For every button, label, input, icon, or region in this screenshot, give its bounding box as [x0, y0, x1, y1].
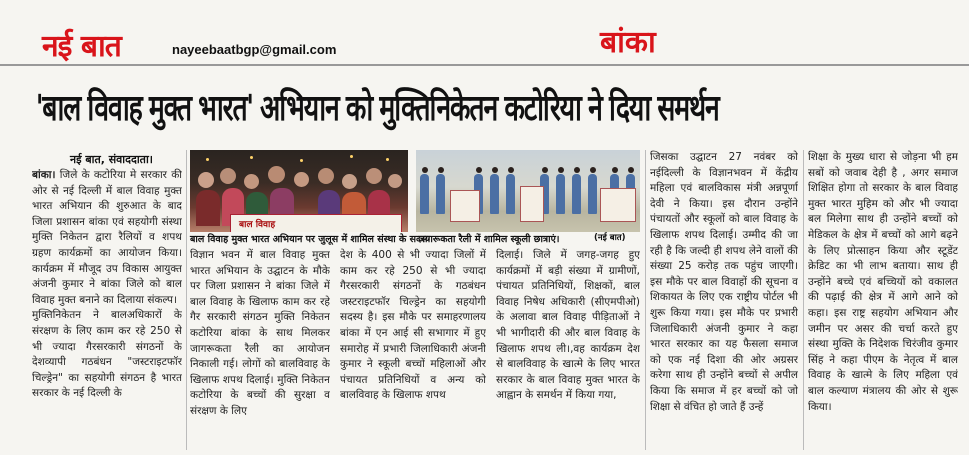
column-divider: [803, 150, 804, 450]
district-label: बांका: [600, 25, 656, 60]
placard: [600, 188, 636, 222]
rally-banner: [230, 214, 402, 232]
photo-caption: बाल विवाह मुक्त भारत अभियान पर जुलूस में शामिल संस्था के सदस्य: [190, 234, 431, 245]
newspaper-logo: नई बात: [42, 29, 121, 64]
photo-caption: जागरूकता रैली में शामिल स्कूली छात्राएं।: [418, 234, 560, 245]
contact-email: nayeebaatbgp@gmail.com: [172, 42, 337, 57]
paragraph: जिसका उद्घाटन 27 नवंबर को नईदिल्ली के विज्ञानभवन में केंद्रीय महिला एवं बालविकास मंत्री अन्नपूर्णा देवी ने किया। इस दौरान उन्होंने पंचायतों और स्कूलों को बाल विवाह के खिलाफ शपथ दिलाई। उम्मीद की जा रही है कि जल्दी ही शपथ लेने वालों की संख्या 25 करोड़ तक पहुंच जाएगी। इस मौके पर बाल विवाहों की सूचना व शिकायत के लिए एक राष्ट्रीय पोर्टल भी शुरू किया गया। इस मौके पर प्रभारी जिलाधिकारी अंजनी कुमार ने कहा भारत सरकार का यह फैसला समाज को एक नई दिशा की ओर अग्रसर करेगा साथ ही उन्होंने बच्चों से अपील किया कि समाज में हर बच्चों को जो शिक्षा से वंचित हो जाते हैं उन्हें: [650, 151, 798, 413]
lead-word: बांका।: [32, 169, 56, 181]
masthead: [0, 0, 969, 62]
placard: [450, 190, 480, 222]
paragraph: देश के 400 से भी ज्यादा जिलों में काम कर रहे 250 से भी ज्यादा गैरसरकारी संगठनों के गठबंधन जस्टराइटफॉर चिल्ड्रेन का सहयोगी सदस्य है। इस मौके पर समाहरणालय बांका में एन आई सी सभागार में हुए समारोह में प्रभारी जिलाधिकारी अंजनी कुमार ने स्कूली बच्चों महिलाओं और पंचायत प्रतिनिधियों व अन्य को बालविवाह के खिलाफ शपथ: [340, 249, 486, 402]
column-divider: [186, 150, 187, 450]
rally-photo: [190, 150, 408, 232]
paragraph: [32, 168, 182, 308]
placard: [520, 186, 544, 222]
masthead-divider: [0, 64, 969, 66]
paragraph: शिक्षा के मुख्य धारा से जोड़ना भी हम सबों को जवाब देही है , अगर समाज शिक्षित होगा तो सरकार के बाल विवाह मुक्त भारत मुहिम को और भी ज्यादा बल मिलेगा साथ ही उन्होंने बच्चों को मेडिकल के क्षेत्र में बच्चों को आगे बढ़ने के लिए प्रोत्साहन किया और स्टूडेंट क्रेडिट का भी लाभ बताया। साथ ही उन्होंने बच्चे एवं बच्चियों को वकालत की पढ़ाई की क्षेत्र में आगे आने को कहा। इस राष्ट्र सहयोग अभियान और जमीन पर असर की चर्चा करते हुए संस्था मुक्ति के निदेशक चिरंजीव कुमार सिंह ने कहा पीएम के नेतृत्व में बाल विवाह के खात्मे के लिए महिला एवं बाल कल्याण मंत्रालय की ओर से शुरू किया।: [808, 151, 958, 413]
dateline: नई बात, संवाददाता।: [70, 153, 153, 166]
article-column-1: [32, 168, 182, 450]
banner-text: बाल विवाह: [239, 220, 276, 230]
paragraph-text: जिले के कटोरिया मे सरकार की ओर से नई दिल्ली में बाल विवाह मुक्त भारत अभियान की शुरुआत के बाद जिला प्रशासन बांका एवं सहयोगी संस्था मुक्ति निकेतन द्वारा रैलियों व शपथ ग्रहण कार्यक्रमों का आयोजन किया। कार्यक्रम में मौजूद उप विकास आयुक्त अंजनी कुमार ने बांका जिले को बाल विवाह मुक्त बनाने का दिलाया संकल्प।: [32, 169, 182, 306]
paragraph: दिलाई। जिले में जगह-जगह हुए कार्यक्रमों में बड़ी संख्या में ग्रामीणों, पंचायत प्रतिनिधियों, शिक्षकों, बाल विवाह निषेध अधिकारी (सीएमपीओ) के अलावा बाल विवाह पीड़िताओं ने भी भागीदारी की और बाल विवाह के खिलाफ शपथ ली।,वह कार्यक्रम देश से बालविवाह के खात्मे के लिए भारत सरकार के बाल विवाह मुक्त भारत के आह्वान के समर्थन में किया गया,: [496, 249, 640, 402]
photo-credit: (नई बात): [594, 233, 626, 243]
article-headline: 'बाल विवाह मुक्त भारत' अभियान को मुक्तिनिकेतन कटोरिया ने दिया समर्थन: [36, 88, 719, 129]
article-column-3: [340, 248, 486, 450]
article-column-2: [190, 248, 330, 450]
article-column-4: [496, 248, 640, 450]
students-rally-photo: [416, 150, 640, 232]
article-column-5: [650, 150, 798, 450]
column-divider: [645, 150, 646, 450]
paragraph: मुक्तिनिकेतन ने बालअधिकारों के संरक्षण के लिए काम कर रहे 250 से भी ज्यादा गैरसरकारी संगठनों के देशव्यापी गठबंधन "जस्टराइटफॉर चिल्ड्रेन" का सहयोगी संगठन है भारत सरकार के नई दिल्ली के: [32, 309, 182, 400]
article-column-6: [808, 150, 958, 450]
paragraph: विज्ञान भवन में बाल विवाह मुक्त भारत अभियान के उद्घाटन के मौके पर जिला प्रशासन ने बांका जिले में बाल विवाह के खिलाफ काम कर रहे गैर सरकारी संगठन मुक्ति निकेतन कटोरिया बांका के साथ मिलकर जागरूकता रैली का आयोजन निकाली गई। लोगों को बालविवाह के खिलाफ शपथ दिलाई। मुक्ति निकेतन कटोरिया के बच्चों की सुरक्षा व संरक्षण के लिए: [190, 249, 330, 417]
